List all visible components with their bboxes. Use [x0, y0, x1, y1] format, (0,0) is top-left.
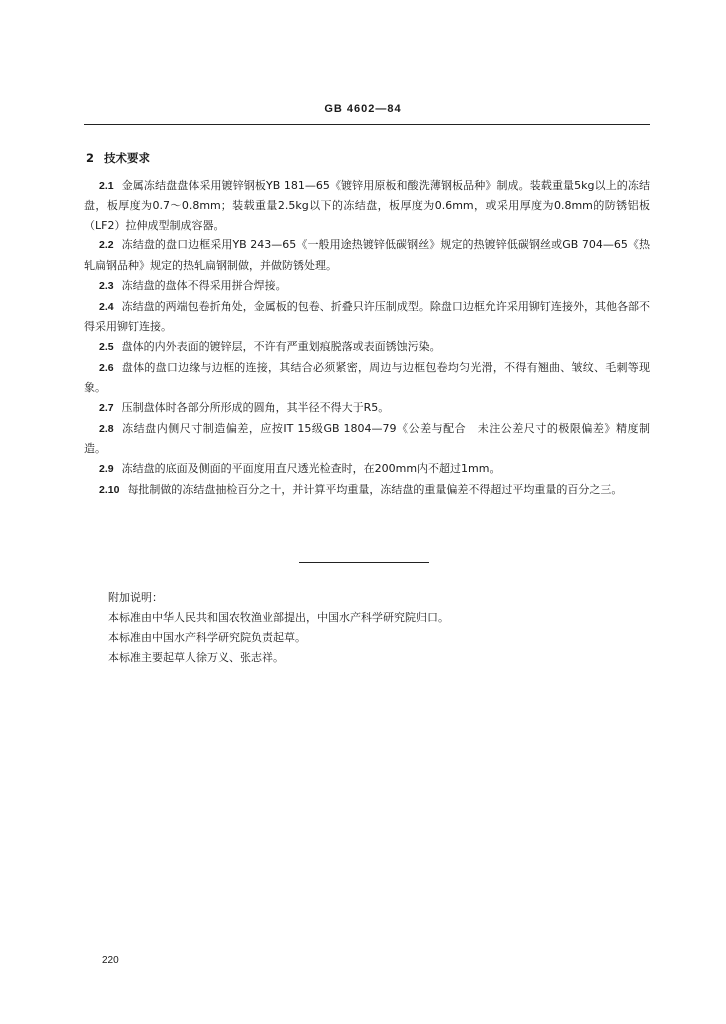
clause-2-6: [84, 358, 650, 398]
clause-number: 2.1: [99, 180, 114, 192]
clause-2-5: [84, 337, 650, 357]
clause-2-1: [84, 176, 650, 235]
page-number: 220: [102, 955, 119, 966]
clause-number: 2.8: [99, 422, 114, 435]
note-drafters: 本标准主要起草人徐万义、张志祥。: [108, 651, 284, 664]
clause-2-10: [84, 480, 650, 500]
section-divider: [299, 562, 429, 563]
clause-2-4: [84, 297, 650, 337]
notes-heading: 附加说明：: [108, 591, 163, 604]
clause-number: 2.2: [99, 239, 114, 252]
note-proposer: 本标准由中华人民共和国农牧渔业部提出，中国水产科学研究院归口。: [108, 611, 449, 624]
additional-notes: [108, 588, 628, 668]
section-title: 技术要求: [104, 151, 151, 165]
clause-number: 2.10: [99, 483, 120, 496]
clause-number: 2.7: [99, 401, 114, 414]
clause-number: 2.6: [99, 361, 114, 374]
clause-text: 冻结盘的两端包卷折角处，金属板的包卷、折叠只许压制成型。除盘口边框允许采用铆钉连接外，其他各部不得采用铆钉连接。: [84, 299, 650, 333]
clause-text: 每批制做的冻结盘抽检百分之十，并计算平均重量，冻结盘的重量偏差不得超过平均重量的百分之三。: [127, 482, 623, 496]
section-number: 2: [86, 151, 95, 165]
note-drafting-unit: 本标准由中国水产科学研究院负责起草。: [108, 631, 306, 644]
clause-text: 金属冻结盘盘体采用镀锌钢板YB 181—65《镀锌用原板和酸洗薄钢板品种》制成。装载重量5kg以上的冻结盘，板厚度为0.7～0.8mm；装载重量2.5kg以下的冻结盘，板厚度为0.6mm，或采用厚度为0.8mm的防锈铝板（LF2）拉伸成型制成容器。: [84, 179, 650, 232]
clause-text: 冻结盘的盘体不得采用拼合焊接。: [121, 278, 287, 292]
clause-2-8: [84, 419, 650, 459]
clause-text: 盘体的盘口边缘与边框的连接，其结合必须紧密，周边与边框包卷均匀光滑，不得有翘曲、皱纹、毛刺等现象。: [84, 360, 650, 394]
clause-number: 2.5: [99, 340, 114, 353]
clause-list: [84, 176, 650, 501]
clause-number: 2.9: [99, 462, 114, 475]
clause-number: 2.3: [99, 279, 114, 292]
clause-2-7: [84, 398, 650, 418]
clause-2-2: [84, 235, 650, 275]
clause-text: 冻结盘内侧尺寸制造偏差，应按IT 15级GB 1804—79《公差与配合 未注公差尺寸的极限偏差》精度制造。: [84, 421, 650, 456]
header-rule: [84, 124, 650, 125]
document-code-header: GB 4602—84: [324, 103, 402, 115]
clause-number: 2.4: [99, 300, 114, 313]
clause-text: 压制盘体时各部分所形成的圆角，其半径不得大于R5。: [121, 400, 390, 414]
clause-2-9: [84, 459, 650, 479]
clause-text: 冻结盘的底面及侧面的平面度用直尺透光检查时，在200mm内不超过1mm。: [121, 461, 501, 475]
clause-text: 盘体的内外表面的镀锌层，不许有严重划痕脱落或表面锈蚀污染。: [121, 339, 441, 353]
clause-text: 冻结盘的盘口边框采用YB 243—65《一般用途热镀锌低碳钢丝》规定的热镀锌低碳钢丝或GB 704—65《热轧扁钢品种》规定的热轧扁钢制做，并做防锈处理。: [84, 238, 650, 272]
section-heading: [86, 150, 150, 166]
clause-2-3: [84, 276, 650, 296]
